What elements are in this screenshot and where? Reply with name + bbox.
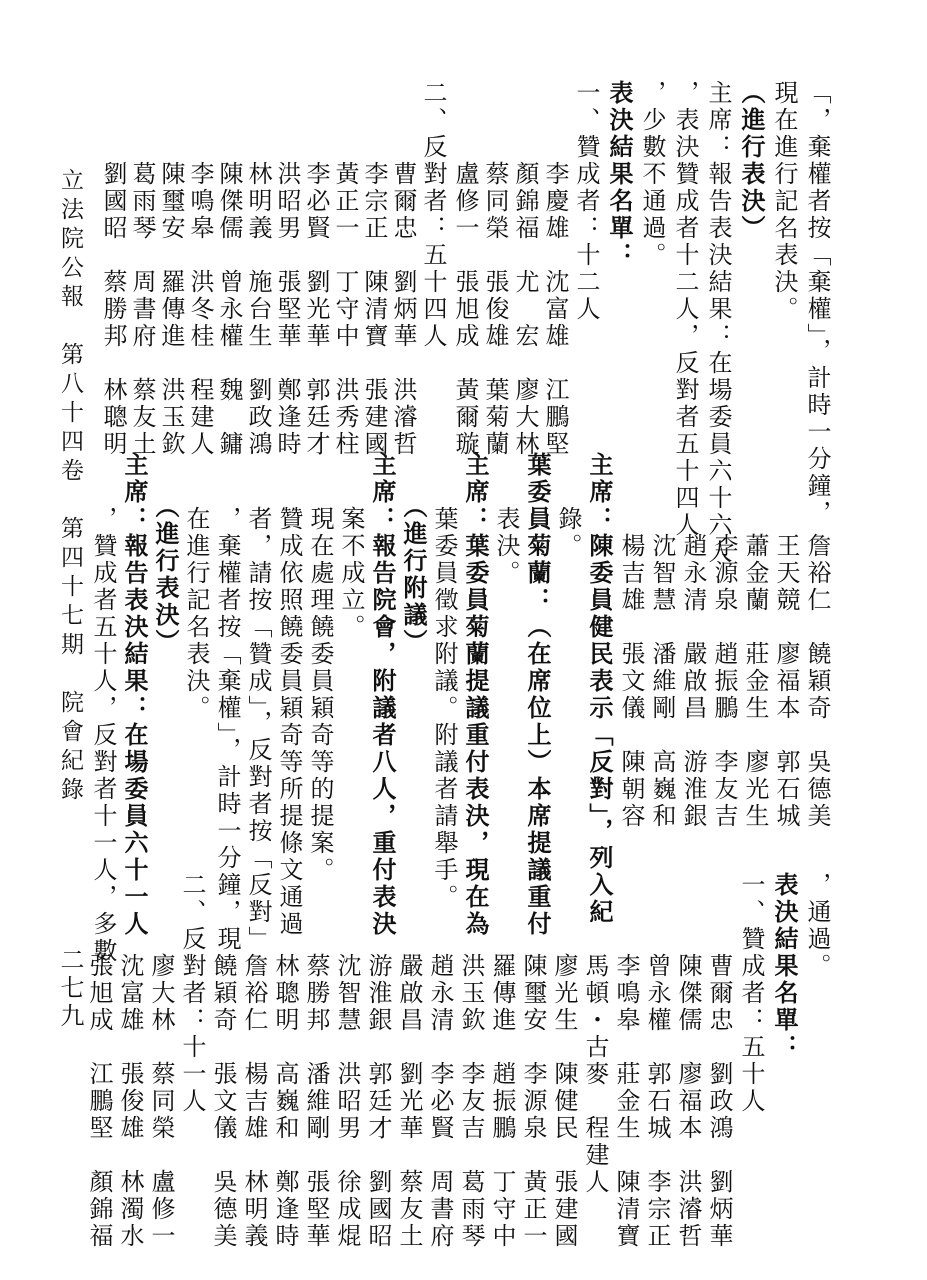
text-column: 詹裕仁 饒穎奇 吳德美 bbox=[803, 452, 831, 830]
text-column: 蔡勝邦 潘維剛 張堅華 bbox=[302, 872, 330, 1250]
text-column: 沈智慧 洪昭男 徐成焜 bbox=[333, 872, 361, 1250]
text-column: 現在進行記名表決。 bbox=[770, 80, 798, 323]
text-column: 王天競 廖福本 郭石城 bbox=[772, 452, 800, 830]
text-column: 在進行記名表決。 bbox=[182, 452, 210, 722]
text-column: 陳璽安 李源泉 黃正一 bbox=[519, 872, 547, 1250]
text-column: 主席：報告表決結果：在場委員六十六人 bbox=[704, 80, 732, 566]
text-column: 馬頓・古麥 程建人 bbox=[581, 872, 609, 1196]
text-column: 表決結果名單： bbox=[770, 872, 799, 1061]
text-column: 曾永權 郭石城 李宗正 bbox=[643, 872, 671, 1250]
text-column: 主席：報告院會，附議者八人，重付表決 bbox=[368, 452, 397, 938]
page-footer: 立法院公報 第八十四卷 第四十七期 院會紀錄 bbox=[57, 168, 83, 806]
text-column: 劉國昭 蔡勝邦 林聰明 bbox=[99, 80, 127, 458]
text-column: 葛雨琴 周書府 蔡友土 bbox=[128, 80, 156, 458]
text-column: 李鳴皋 洪冬桂 程建人 bbox=[186, 80, 214, 458]
text-column: ，少數不通過。 bbox=[638, 80, 666, 269]
text-column: 一、贊成者：五十人 bbox=[737, 872, 765, 1115]
text-column: 者，請按「贊成」，反對者按「反對」 bbox=[244, 452, 272, 953]
text-column: 主席：葉委員菊蘭提議重付表決，現在為 bbox=[461, 452, 490, 938]
text-column: 葉委員菊蘭：（在席位上）本席提議重付 bbox=[523, 452, 552, 938]
text-column: 李鳴皋 莊金生 陳清寶 bbox=[612, 872, 640, 1250]
text-column: 洪玉欽 李友吉 葛雨琴 bbox=[457, 872, 485, 1250]
text-column: 盧修一 張旭成 黃爾璇 bbox=[451, 80, 479, 458]
text-column: 主席：報告表決結果：在場委員六十一人 bbox=[120, 452, 149, 938]
text-column: 黃正一 丁守中 洪秀柱 bbox=[331, 80, 359, 458]
text-column: ，棄權者按「棄權」，計時一分鐘，現 bbox=[213, 452, 241, 953]
text-column: （進行附議） bbox=[399, 452, 428, 656]
text-column: 曹爾忠 劉政鴻 劉炳華 bbox=[705, 872, 733, 1250]
text-column: 羅傳進 趙振鵬 丁守中 bbox=[488, 872, 516, 1250]
text-column: 嚴啟昌 劉光華 蔡友土 bbox=[395, 872, 423, 1250]
text-column: 陳傑儒 廖福本 洪濬哲 bbox=[674, 872, 702, 1250]
text-column: 二、反對者：十一人 bbox=[178, 872, 206, 1115]
text-column: （進行表決） bbox=[151, 452, 180, 656]
text-column: 「，棄權者按「棄權」，計時一分鐘， bbox=[803, 80, 831, 527]
text-column: 趙永清 李必賢 周書府 bbox=[426, 872, 454, 1250]
text-column: 沈富雄 張俊雄 林濁水 bbox=[116, 872, 144, 1250]
text-column: 張旭成 江鵬堅 顏錦福 bbox=[85, 872, 113, 1250]
text-column: 贊成依照饒委員穎奇等所提條文通過 bbox=[275, 452, 303, 938]
text-column: 林聰明 高巍和 鄭逢時 bbox=[271, 872, 299, 1250]
text-column: 表決。 bbox=[492, 452, 520, 587]
text-column: 現在處理饒委員穎奇等的提案。 bbox=[306, 452, 334, 884]
text-column: 案不成立。 bbox=[337, 452, 365, 641]
text-column: 主席：陳委員健民表示「反對」，列入紀 bbox=[585, 452, 614, 926]
text-column: 表決結果名單： bbox=[605, 80, 634, 269]
text-column: 游淮銀 郭廷才 劉國昭 bbox=[364, 872, 392, 1250]
text-column: 陳璽安 羅傳進 洪玉欽 bbox=[157, 80, 185, 458]
text-column: 饒穎奇 張文儀 吳德美 bbox=[209, 872, 237, 1250]
text-column: ，表決贊成者十二人，反對者五十四人 bbox=[671, 80, 699, 539]
text-column: 一、贊成者：十二人 bbox=[572, 80, 600, 323]
text-column: 蕭金蘭 莊金生 廖光生 bbox=[741, 452, 769, 830]
text-column: ，通過。 bbox=[803, 872, 831, 980]
text-column: 廖光生 陳健民 張建國 bbox=[550, 872, 578, 1250]
text-column: 李源泉 趙振鵬 李友吉 bbox=[710, 452, 738, 830]
text-column: 李必賢 劉光華 郭廷才 bbox=[302, 80, 330, 458]
text-column: 趙永清 嚴啟昌 游淮銀 bbox=[679, 452, 707, 830]
text-column: 曹爾忠 劉炳華 洪濬哲 bbox=[389, 80, 417, 458]
text-column: 錄。 bbox=[554, 452, 582, 560]
text-column: 陳傑儒 曾永權 魏 鏞 bbox=[215, 80, 243, 458]
text-column: 蔡同榮 張俊雄 葉菊蘭 bbox=[481, 80, 509, 458]
text-column: 詹裕仁 楊吉雄 林明義 bbox=[240, 872, 268, 1250]
text-column: ，贊成者五十人，反對者十一人，多數 bbox=[89, 452, 117, 965]
text-column: 廖大林 蔡同榮 盧修一 bbox=[147, 872, 175, 1250]
text-column: （進行表決） bbox=[737, 80, 766, 242]
page-number: 二七九 bbox=[56, 947, 84, 1031]
text-column: 顏錦福 尤 宏 廖大林 bbox=[511, 80, 539, 458]
text-column: 李宗正 陳清寶 張建國 bbox=[360, 80, 388, 458]
text-column: 二、反對者：五十四人 bbox=[419, 80, 447, 350]
text-column: 楊吉雄 張文儀 陳朝容 bbox=[617, 452, 645, 830]
text-column: 沈智慧 潘維剛 高巍和 bbox=[648, 452, 676, 830]
text-column: 李慶雄 沈富雄 江鵬堅 bbox=[541, 80, 569, 458]
text-column: 葉委員徵求附議。附議者請舉手。 bbox=[430, 452, 458, 911]
text-column: 洪昭男 張堅華 鄭逢時 bbox=[273, 80, 301, 458]
text-column: 林明義 施台生 劉政鴻 bbox=[244, 80, 272, 458]
